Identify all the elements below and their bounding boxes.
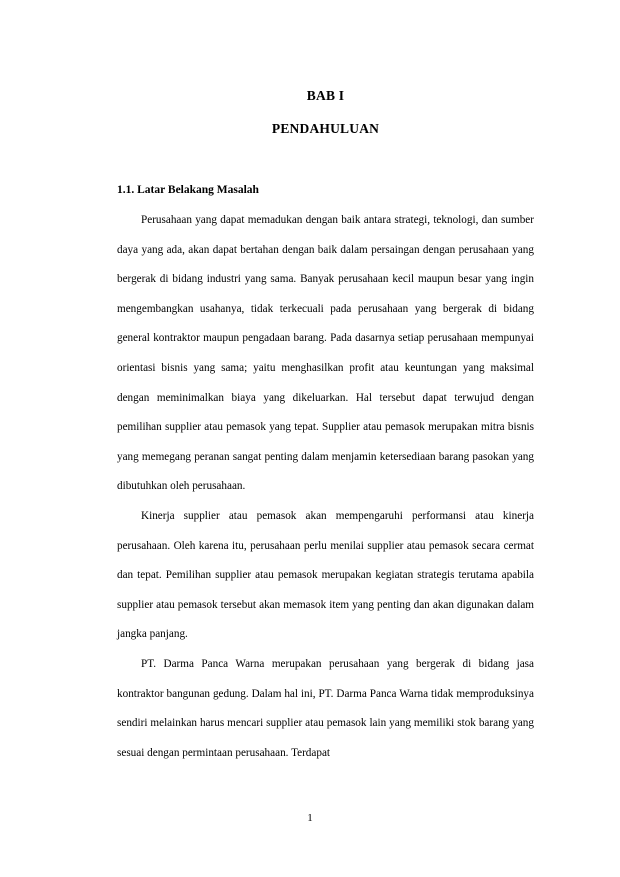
paragraph-1: Perusahaan yang dapat memadukan dengan baik antara strategi, teknologi, dan sumber daya yang ada, akan dapat bertahan dengan baik dalam persaingan dengan perusahaan yang bergerak di bidang industri yang sama. Banyak perusahaan kecil maupun besar yang ingin mengembangkan usahanya, tidak terkecuali pada perusahaan yang bergerak di bidang general kontraktor maupun pengadaan barang. Pada dasarnya setiap perusahaan mempunyai orientasi bisnis yang sama; yaitu menghasilkan profit atau keuntungan yang maksimal dengan meminimalkan biaya yang dikeluarkan. Hal tersebut dapat terwujud dengan pemilihan supplier atau pemasok yang tepat. Supplier atau pemasok merupakan mitra bisnis yang memegang peranan sangat penting dalam menjamin ketersediaan barang pasokan yang dibutuhkan oleh perusahaan. [117,214,534,493]
paragraph-2: Kinerja supplier atau pemasok akan mempengaruhi performansi atau kinerja perusahaan. Oleh karena itu, perusahaan perlu menilai supplier atau pemasok secara cermat dan tepat. Pemilihan supplier atau pemasok merupakan kegiatan strategis terutama apabila supplier atau pemasok tersebut akan memasok item yang penting dan akan digunakan dalam jangka panjang. [117,509,534,641]
chapter-label: BAB I [306,88,345,103]
section-heading: 1.1. Latar Belakang Masalah [117,184,259,196]
paragraph-3: PT. Darma Panca Warna merupakan perusahaan yang bergerak di bidang jasa kontraktor bangunan gedung. Dalam hal ini, PT. Darma Panca Warna tidak memproduksinya sendiri melainkan harus mencari supplier atau pemasok lain yang memiliki stok barang yang sesuai dengan permintaan perusahaan. Terdapat [117,657,534,759]
chapter-title: PENDAHULUAN [271,121,380,136]
page-number: 1 [307,812,313,824]
body-text [117,206,534,768]
